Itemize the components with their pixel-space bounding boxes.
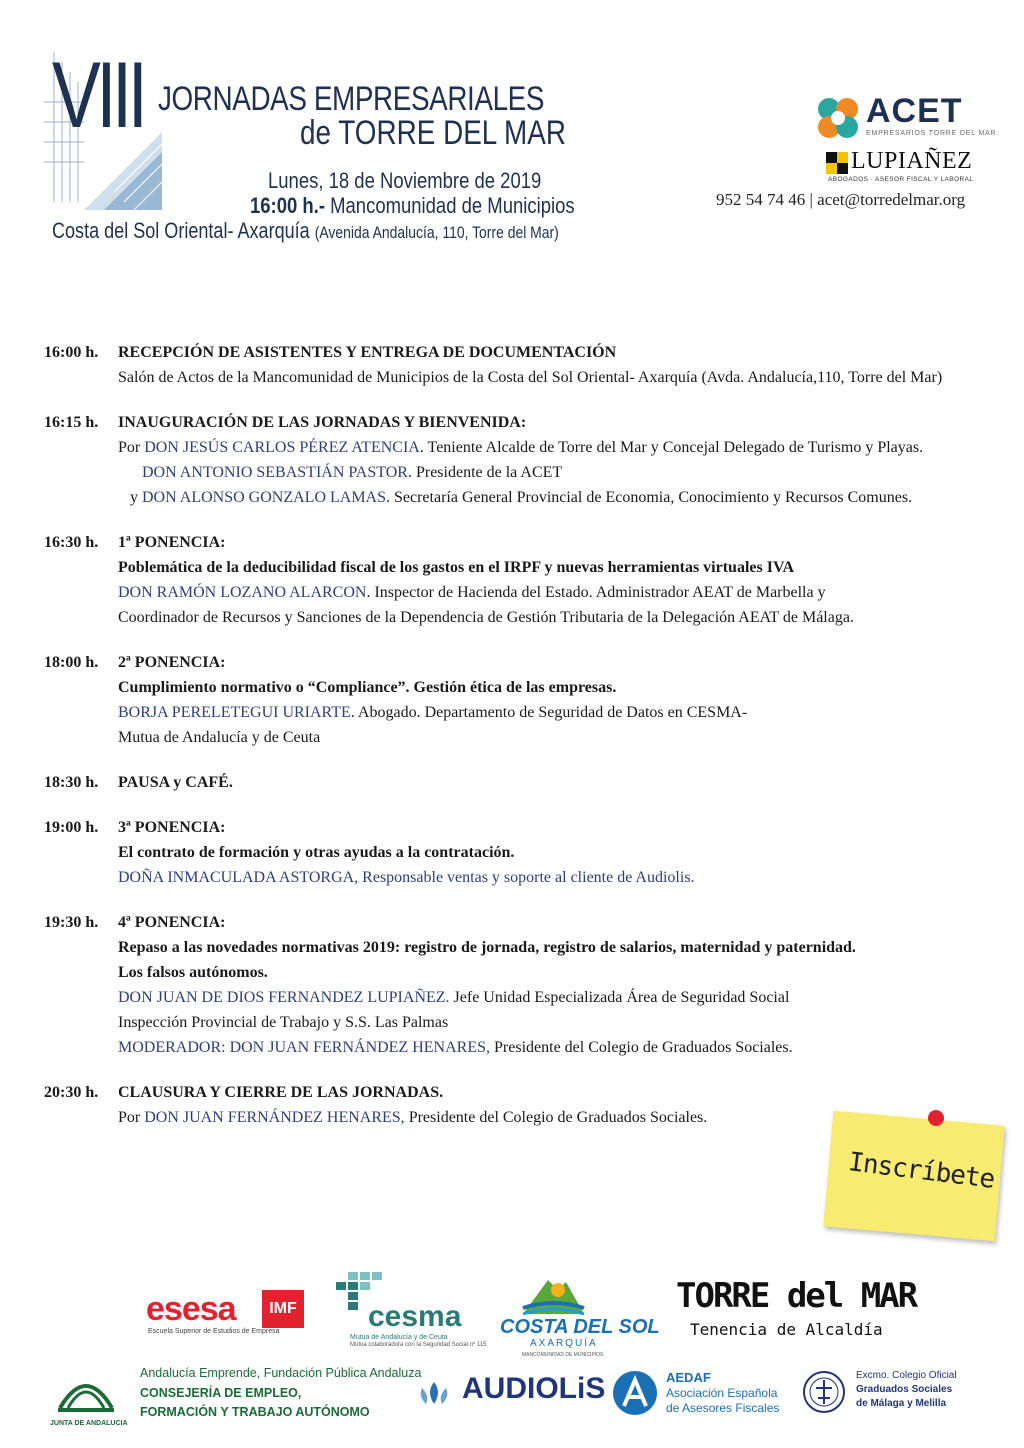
agenda-item [44, 910, 1004, 1060]
email-link[interactable]: acet@torredelmar.org [817, 190, 966, 209]
event-title-line2: de TORRE DEL MAR [300, 114, 566, 152]
agenda-line [118, 840, 1004, 865]
agenda-heading-text: Cumplimiento normativo o “Compliance”. Gestión ética de las empresas. [118, 679, 617, 696]
agenda-line [118, 650, 1004, 675]
agenda-text: y [118, 489, 142, 506]
speaker-name: BORJA PERELETEGUI URIARTE [118, 704, 351, 721]
agenda-line [118, 605, 1004, 630]
agenda-line [118, 580, 1004, 605]
agenda-line [118, 910, 1004, 935]
consejeria-line1: CONSEJERÍA DE EMPLEO, [140, 1386, 302, 1400]
agenda-line [118, 1010, 1004, 1035]
agenda-text: Jefe Unidad Especializada Área de Seguridad Social [449, 989, 790, 1006]
cesma-tagline: Mutua de Andalucía y de Ceuta [350, 1334, 448, 1341]
agenda-line [118, 435, 1004, 460]
event-place [52, 218, 559, 244]
agenda-heading-text: 1ª PONENCIA: [118, 534, 226, 551]
agenda-line [118, 340, 1004, 365]
agenda-content [118, 530, 1004, 630]
agenda-line [118, 770, 1004, 795]
speaker-name: DON RAMÓN LOZANO ALARCON [118, 584, 367, 601]
agenda-line [118, 700, 1004, 725]
graduados-sociales-seal-icon [802, 1370, 846, 1414]
acet-logo-icon [815, 95, 861, 141]
speaker-name: MODERADOR: DON JUAN FERNÁNDEZ HENARES, [118, 1039, 491, 1056]
agenda-text: Mutua de Andalucía y de Ceuta [118, 729, 321, 746]
agenda-heading-text: Repaso a las novedades normativas 2019: registro de jornada, registro de salarios, maternidad y paternidad. [118, 939, 856, 956]
agenda-line [118, 815, 1004, 840]
phone: 952 54 74 46 [716, 190, 806, 209]
cgs-line3: de Málaga y Melilla [856, 1398, 947, 1409]
agenda-heading-text: Los falsos autónomos. [118, 964, 268, 981]
agenda-time: 19:30 h. [44, 914, 99, 931]
speaker-name: DON ANTONIO SEBASTIÁN PASTOR [142, 464, 408, 481]
imf-logo: IMF [262, 1290, 304, 1328]
torre-del-mar-logo: TORRE del MAR [676, 1276, 917, 1316]
agenda-heading-text: El contrato de formación y otras ayudas a la contratación. [118, 844, 515, 861]
aedaf-name: AEDAF [666, 1370, 711, 1385]
event-time: 16:00 h.- [250, 193, 325, 218]
andalucia-emprende-label: Andalucía Emprende, Fundación Pública Andaluza [140, 1366, 422, 1380]
agenda-line [118, 865, 1004, 890]
cgs-line2: Graduados Sociales [856, 1384, 953, 1395]
agenda-heading-text: 2ª PONENCIA: [118, 654, 226, 671]
agenda-text: Inspección Provincial de Trabajo y S.S. Las Palmas [118, 1014, 449, 1031]
push-pin-icon [928, 1110, 944, 1126]
agenda-line [118, 365, 1004, 390]
agenda-text: Presidente del Colegio de Graduados Sociales. [490, 1039, 793, 1056]
speaker-name: DON JESÚS CARLOS PÉREZ ATENCIA [144, 439, 420, 456]
cesma-name: cesma [368, 1300, 462, 1333]
agenda-content [118, 410, 1004, 510]
consejeria-line2: FORMACIÓN Y TRABAJO AUTÓNOMO [140, 1405, 370, 1419]
agenda-content [118, 815, 1004, 890]
agenda-heading-text: RECEPCIÓN DE ASISTENTES Y ENTREGA DE DOCUMENTACIÓN [118, 344, 617, 361]
esesa-logo: esesa [146, 1290, 236, 1328]
speaker-name: DOÑA INMACULADA ASTORGA, Responsable ventas y soporte al cliente de Audiolis. [118, 869, 695, 886]
speaker-name: DON ALONSO GONZALO LAMAS [142, 489, 386, 506]
agenda-line [118, 555, 1004, 580]
agenda-content [118, 910, 1004, 1060]
agenda-text: Coordinador de Recursos y Sanciones de la Dependencia de Gestión Tributaria de la Delegación AEAT de Málaga. [118, 609, 854, 626]
agenda-text: Salón de Actos de la Mancomunidad de Municipios de la Costa del Sol Oriental- Axarquía (Avda. Andalucía,110, Torre del Mar) [118, 369, 943, 386]
agenda-text: . Secretaría General Provincial de Economia, Conocimiento y Recursos Comunes. [386, 489, 913, 506]
agenda-item [44, 340, 1004, 390]
agenda-heading-text: PAUSA y CAFÉ. [118, 774, 233, 791]
agenda-text: . Inspector de Hacienda del Estado. Administrador AEAT de Marbella y [366, 584, 826, 601]
aedaf-logo-icon [612, 1370, 658, 1416]
esesa-tagline: Escuela Superior de Estudios de Empresa [148, 1328, 280, 1335]
event-title-line1: JORNADAS EMPRESARIALES [158, 80, 545, 118]
lupianez-tagline: ABOGADOS · ASESOR FISCAL Y LABORAL [828, 176, 974, 183]
agenda-item [44, 815, 1004, 890]
agenda-time: 19:00 h. [44, 819, 99, 836]
agenda-text [118, 464, 142, 481]
agenda-text: . Presidente de la ACET [407, 464, 563, 481]
venue-address: (Avenida Andalucía, 110, Torre del Mar) [314, 223, 559, 242]
agenda-list [44, 340, 1004, 1150]
agenda-text: Por [118, 439, 145, 456]
agenda-item [44, 530, 1004, 630]
agenda-line [118, 935, 1004, 960]
audiolis-logo-icon [412, 1378, 456, 1408]
agenda-time: 16:30 h. [44, 534, 99, 551]
agenda-text: . Teniente Alcalde de Torre del Mar y Concejal Delegado de Turismo y Playas. [419, 439, 924, 456]
junta-andalucia-logo-icon [50, 1370, 122, 1414]
acet-tagline: EMPRESARIOS TORRE DEL MAR [866, 130, 997, 137]
agenda-content [118, 770, 1004, 795]
axarquia-name: AXARQUÍA [530, 1338, 598, 1349]
cgs-line1: Excmo. Colegio Oficial [856, 1370, 957, 1381]
register-note[interactable] [818, 1110, 1018, 1240]
agenda-heading-text: 3ª PONENCIA: [118, 819, 226, 836]
agenda-line [118, 410, 1004, 435]
event-date: Lunes, 18 de Noviembre de 2019 [268, 168, 542, 193]
audiolis-name: AUDIOLiS [462, 1372, 606, 1405]
junta-andalucia-label: JUNTA DE ANDALUCIA [50, 1420, 128, 1427]
agenda-time: 20:30 h. [44, 1084, 99, 1101]
event-time-venue [250, 193, 575, 219]
lupianez-logo-icon [826, 152, 848, 174]
costa-del-sol-name: COSTA DEL SOL [500, 1316, 660, 1338]
agenda-item [44, 410, 1004, 510]
agenda-time: 16:00 h. [44, 344, 99, 361]
agenda-content [118, 340, 1004, 390]
venue-line2: Costa del Sol Oriental- Axarquía [52, 218, 310, 243]
agenda-heading-text: INAUGURACIÓN DE LAS JORNADAS Y BIENVENIDA: [118, 414, 527, 431]
agenda-line [118, 985, 1004, 1010]
acet-name: ACET [866, 92, 963, 130]
cesma-tagline2: Mutua colaboradora con la Seguridad Social nº 115 [350, 1342, 487, 1348]
edition-roman: VIII [52, 42, 144, 147]
contact-info: 952 54 74 46 | acet@torredelmar.org [716, 190, 966, 209]
agenda-time: 18:30 h. [44, 774, 99, 791]
agenda-heading-text: Poblemática de la deducibilidad fiscal de los gastos en el IRPF y nuevas herramientas virtuales IVA [118, 559, 794, 576]
aedaf-line2: de Asesores Fiscales [666, 1401, 780, 1415]
tenencia-label: Tenencia de Alcaldía [690, 1320, 883, 1339]
agenda-line [118, 960, 1004, 985]
mancomunidad-label: MANCOMUNIDAD DE MUNICIPIOS [522, 1352, 604, 1358]
venue-line1: Mancomunidad de Municipios [330, 193, 575, 218]
agenda-text: Presidente del Colegio de Graduados Sociales. [404, 1109, 708, 1126]
register-label[interactable]: Inscríbete [846, 1147, 996, 1195]
agenda-time: 16:15 h. [44, 414, 99, 431]
agenda-item [44, 650, 1004, 750]
agenda-line [118, 460, 1004, 485]
agenda-time: 18:00 h. [44, 654, 99, 671]
agenda-line [118, 485, 1004, 510]
agenda-heading-text: CLAUSURA Y CIERRE DE LAS JORNADAS. [118, 1084, 444, 1101]
aedaf-line1: Asociación Española [666, 1386, 778, 1400]
agenda-line [118, 675, 1004, 700]
agenda-item [44, 770, 1004, 795]
costa-del-sol-logo-icon [518, 1272, 588, 1318]
speaker-name: DON JUAN FERNÁNDEZ HENARES, [144, 1109, 405, 1126]
speaker-name: DON JUAN DE DIOS FERNANDEZ LUPIAÑEZ. [118, 989, 450, 1006]
agenda-text: Por [118, 1109, 145, 1126]
agenda-line [118, 725, 1004, 750]
agenda-line [118, 1035, 1004, 1060]
agenda-heading-text: 4ª PONENCIA: [118, 914, 226, 931]
lupianez-name: LUPIAÑEZ [851, 148, 973, 174]
agenda-text: . Abogado. Departamento de Seguridad de Datos en CESMA- [350, 704, 748, 721]
agenda-line [118, 530, 1004, 555]
agenda-content [118, 650, 1004, 750]
agenda-line [118, 1080, 1004, 1105]
